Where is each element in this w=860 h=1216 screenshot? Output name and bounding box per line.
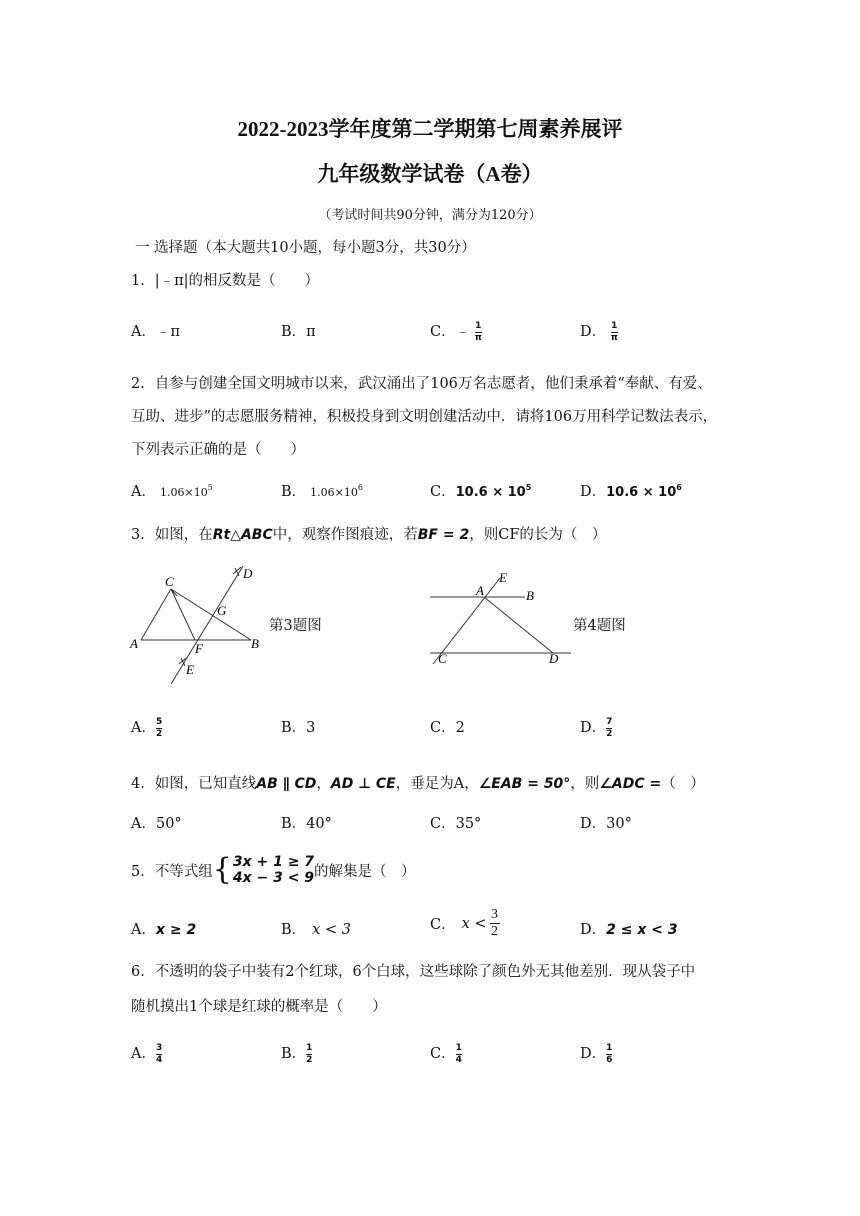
q5-option-c-label: C． bbox=[430, 917, 456, 933]
q2-option-c-label: C． bbox=[430, 484, 456, 500]
q2-option-d-label: D． bbox=[580, 484, 607, 500]
q6-option-c-label: C． bbox=[430, 1046, 456, 1062]
question-6-line-1: 6．不透明的袋子中装有2个红球，6个白球，这些球除了颜色外无其他差别．现从袋子中 bbox=[131, 964, 696, 980]
q5-option-d-label: D． bbox=[580, 922, 607, 938]
q5-inequality-1: 3x + 1 ≥ 7 bbox=[232, 854, 315, 870]
figure-4-diagram bbox=[425, 568, 575, 668]
q3-stem-suffix: ，则CF的长为（ ） bbox=[469, 527, 607, 543]
q2-option-d-exponent: 6 bbox=[676, 483, 682, 493]
q3-option-d-fraction: $\frac{7}{2}$ bbox=[606, 716, 613, 739]
q6-option-d bbox=[580, 1042, 612, 1065]
q6-option-b bbox=[281, 1042, 312, 1065]
q5-option-a bbox=[131, 918, 196, 939]
q4-perpendicular: AD ⊥ CE bbox=[330, 776, 396, 792]
q2-option-a-exponent: 5 bbox=[207, 483, 213, 493]
q2-option-b bbox=[281, 480, 363, 501]
q3-option-b: B．3 bbox=[281, 720, 316, 736]
q5-option-c-fraction: $\frac{3}{2}$ bbox=[491, 907, 499, 939]
fig3-point-e: E bbox=[186, 662, 194, 677]
q1-option-c-fraction: $\frac{1}{\pi}$ bbox=[474, 320, 482, 343]
q6-option-d-fraction: $\frac{1}{6}$ bbox=[606, 1042, 613, 1065]
q6-option-d-label: D． bbox=[580, 1046, 607, 1062]
exam-note: （考试时间共90分钟，满分为120分） bbox=[318, 208, 542, 223]
q5-system bbox=[233, 854, 314, 886]
q2-option-d-value: 10.6 × 10 bbox=[606, 485, 677, 500]
q5-option-c-value: x < bbox=[461, 915, 487, 932]
q1-option-a: A．﹣π bbox=[131, 324, 181, 340]
q2-option-d bbox=[580, 480, 682, 501]
q5-option-b-value: x < 3 bbox=[312, 922, 351, 938]
q6-option-c-fraction: $\frac{1}{4}$ bbox=[455, 1042, 462, 1065]
q4-parallel: AB ∥ CD bbox=[256, 776, 317, 792]
q5-option-d bbox=[580, 918, 678, 939]
q2-option-a-label: A． bbox=[131, 484, 156, 500]
q1-option-c bbox=[430, 320, 482, 343]
q1-option-d bbox=[580, 320, 618, 343]
q5-inequality-2: 4x − 3 < 9 bbox=[232, 870, 315, 886]
q3-option-d-label: D． bbox=[580, 720, 607, 736]
figure-3-label: 第3题图 bbox=[269, 618, 322, 634]
fig3-point-g: G bbox=[217, 603, 227, 618]
fig4-point-e: E bbox=[499, 570, 507, 585]
fig3-point-f: F bbox=[195, 641, 203, 656]
question-6-line-2: 随机摸出1个球是红球的概率是（ ） bbox=[131, 999, 387, 1015]
question-2-line-2: 互助、进步”的志愿服务精神，积极投身到文明创建活动中．请将106万用科学记数法表示， bbox=[131, 409, 718, 425]
q5-option-d-value: 2 ≤ x < 3 bbox=[606, 922, 678, 938]
q1-option-d-fraction: $\frac{1}{\pi}$ bbox=[610, 320, 618, 343]
q5-option-a-value: x ≥ 2 bbox=[155, 922, 197, 938]
q2-option-a bbox=[131, 480, 213, 501]
q3-option-a-label: A． bbox=[131, 720, 156, 736]
figure-3-diagram bbox=[125, 562, 275, 690]
q4-target-angle: ∠ADC = bbox=[599, 776, 662, 792]
fig4-point-a: A bbox=[476, 583, 484, 598]
question-5-stem bbox=[131, 850, 416, 890]
section-heading: 一 选择题（本大题共10小题，每小题3分，共30分） bbox=[135, 240, 476, 256]
q5-option-a-label: A． bbox=[131, 922, 156, 938]
fig3-point-a: A bbox=[130, 636, 138, 651]
q2-option-b-exponent: 6 bbox=[357, 483, 363, 493]
q6-option-a-label: A． bbox=[131, 1046, 156, 1062]
q6-option-a-fraction: $\frac{3}{4}$ bbox=[155, 1042, 163, 1065]
q1-option-c-label: C．﹣ bbox=[430, 324, 471, 340]
question-2-line-3: 下列表示正确的是（ ） bbox=[131, 442, 305, 458]
q5-option-c bbox=[430, 908, 500, 939]
q3-triangle: Rt△ABC bbox=[212, 527, 273, 543]
q1-option-b: B．π bbox=[281, 324, 316, 340]
q2-option-b-value: 1.06×10 bbox=[310, 486, 358, 499]
q4-stem-suffix: （ ） bbox=[661, 776, 705, 792]
question-2-line-1: 2．自参与创建全国文明城市以来，武汉涌出了106万名志愿者，他们秉承着“奉献、有爱、 bbox=[131, 376, 712, 392]
q3-stem-middle: 中，观察作图痕迹，若 bbox=[272, 527, 418, 543]
q6-option-b-label: B． bbox=[281, 1046, 307, 1062]
q3-option-c: C．2 bbox=[430, 720, 465, 736]
q3-option-d bbox=[580, 716, 612, 739]
q4-option-c: C．35° bbox=[430, 816, 482, 832]
q6-option-b-fraction: $\frac{1}{2}$ bbox=[306, 1042, 313, 1065]
q2-option-b-label: B． bbox=[281, 484, 307, 500]
question-1-stem: 1．|﹣π|的相反数是（ ） bbox=[131, 273, 320, 289]
q3-condition: BF = 2 bbox=[417, 527, 470, 543]
fig4-point-b: B bbox=[526, 588, 534, 603]
q4-stem-middle-2: ，则 bbox=[570, 776, 600, 792]
page-title: 2022-2023学年度第二学期第七周素养展评 bbox=[237, 117, 623, 141]
q3-stem-prefix: 3．如图，在 bbox=[131, 527, 213, 543]
page-subtitle: 九年级数学试卷（A卷） bbox=[317, 162, 543, 186]
q2-option-c-value: 10.6 × 10 bbox=[455, 485, 526, 500]
fig3-point-b: B bbox=[251, 636, 259, 651]
q4-option-d: D．30° bbox=[580, 816, 632, 832]
q4-option-b: B．40° bbox=[281, 816, 332, 832]
figure-4-label: 第4题图 bbox=[573, 618, 626, 634]
fig3-point-d: D bbox=[243, 566, 253, 581]
q2-option-a-value: 1.06×10 bbox=[159, 486, 208, 499]
q4-given-angle: ∠EAB = 50° bbox=[478, 776, 571, 792]
fig4-point-d: D bbox=[549, 651, 559, 666]
q6-option-a bbox=[131, 1042, 162, 1065]
q2-option-c-exponent: 5 bbox=[525, 483, 532, 493]
q5-brace: { bbox=[212, 852, 232, 887]
fig4-point-c: C bbox=[438, 651, 447, 666]
q5-stem-prefix: 5．不等式组 bbox=[131, 863, 213, 880]
q2-option-c bbox=[430, 480, 531, 501]
q4-stem-prefix: 4．如图，已知直线 bbox=[131, 776, 257, 792]
q6-option-c bbox=[430, 1042, 462, 1065]
q4-stem-middle: ，垂足为A， bbox=[395, 776, 479, 792]
q5-option-b bbox=[281, 918, 351, 939]
q5-stem-suffix: 的解集是（ ） bbox=[314, 863, 416, 880]
q3-option-a-fraction: $\frac{5}{2}$ bbox=[155, 716, 163, 739]
q3-option-a bbox=[131, 716, 162, 739]
fig3-point-c: C bbox=[165, 574, 174, 589]
q4-option-a: A．50° bbox=[131, 816, 182, 832]
q4-separator: ， bbox=[316, 776, 331, 792]
question-3-stem bbox=[131, 523, 606, 544]
q5-option-b-label: B． bbox=[281, 922, 307, 938]
question-4-stem bbox=[131, 772, 705, 793]
q1-option-d-label: D． bbox=[580, 324, 607, 340]
